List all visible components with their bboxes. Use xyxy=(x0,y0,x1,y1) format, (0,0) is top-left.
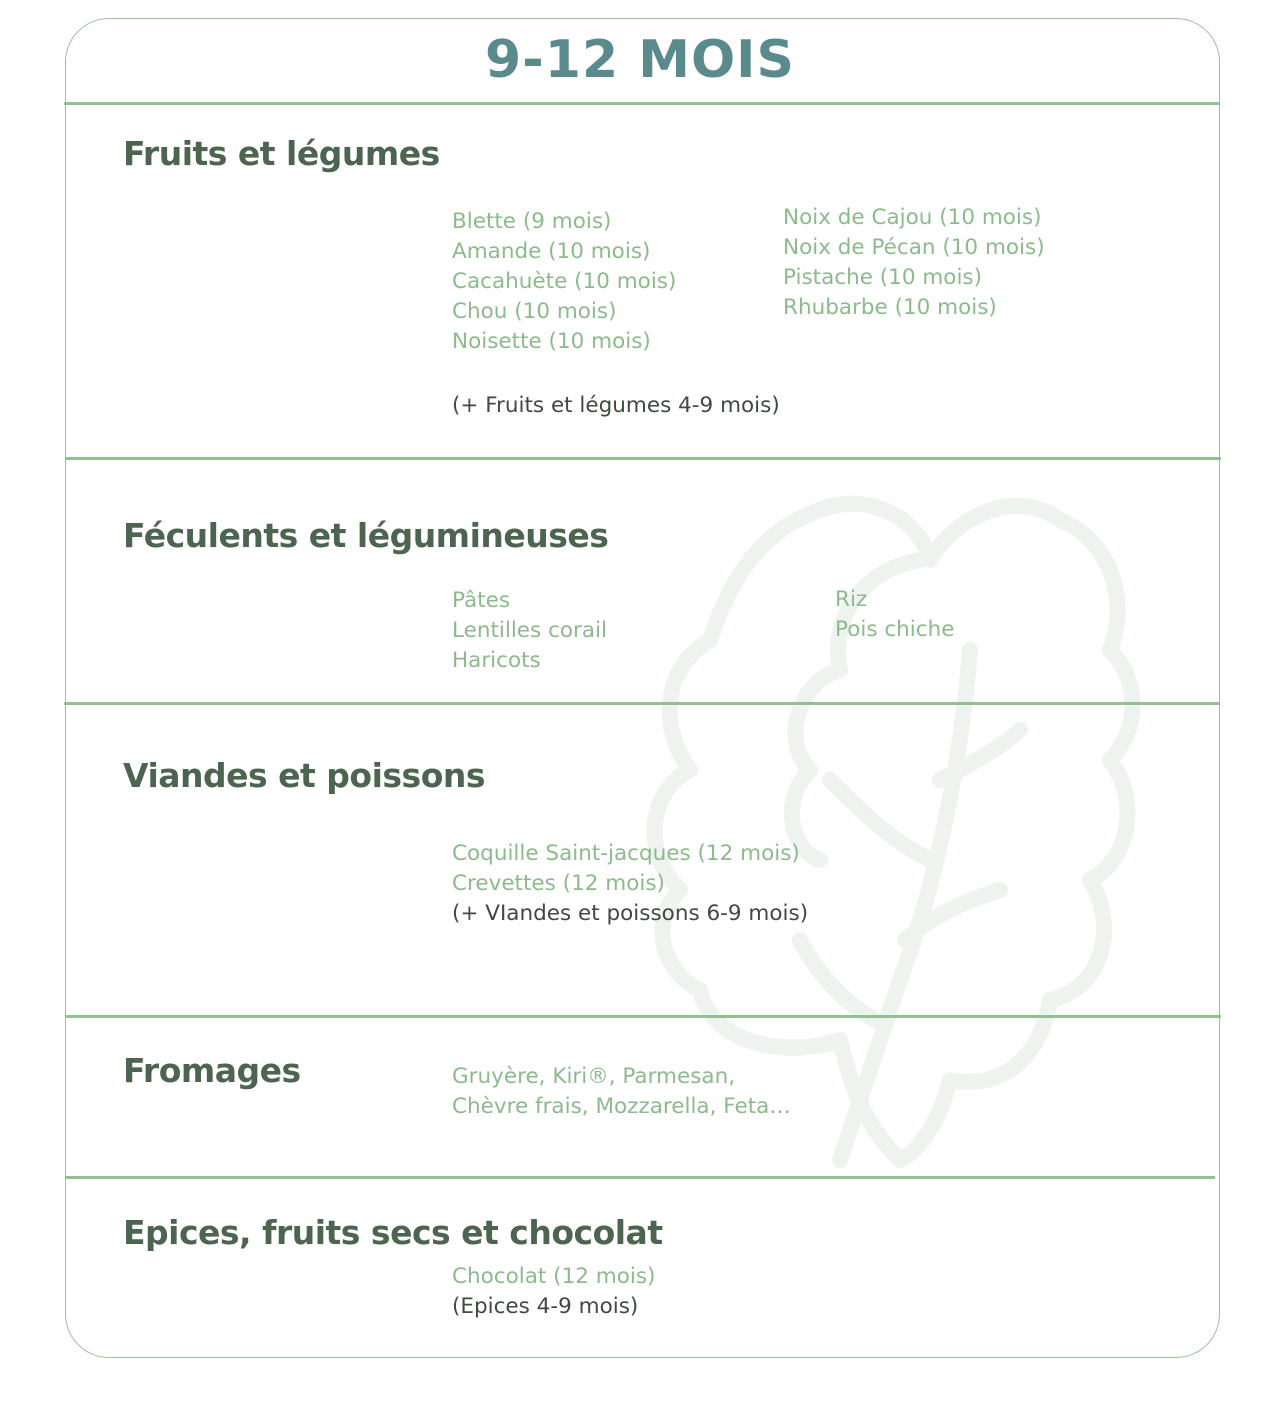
list-item: Cacahuète (10 mois) xyxy=(452,269,677,294)
list-item: Pois chiche xyxy=(835,617,955,642)
list-item: Amande (10 mois) xyxy=(452,239,651,264)
section-heading-epices: Epices, fruits secs et chocolat xyxy=(123,1213,663,1252)
list-item: Chou (10 mois) xyxy=(452,299,617,324)
list-item: Gruyère, Kiri®, Parmesan, xyxy=(452,1064,736,1089)
section-heading-fruits: Fruits et légumes xyxy=(123,134,440,173)
fruits-list-col1 xyxy=(452,207,676,357)
epices-note: (Epices 4-9 mois) xyxy=(452,1294,639,1319)
feculents-list-col2 xyxy=(835,585,954,645)
title-divider xyxy=(64,102,1220,105)
list-item: Noix de Pécan (10 mois) xyxy=(783,235,1045,260)
section-divider xyxy=(66,1015,1221,1018)
fromages-list xyxy=(452,1062,791,1122)
list-item: Noix de Cajou (10 mois) xyxy=(783,205,1042,230)
list-item: Noisette (10 mois) xyxy=(452,329,651,354)
list-item: Blette (9 mois) xyxy=(452,209,612,234)
fruits-list-col2 xyxy=(783,203,1045,323)
viandes-note: (+ VIandes et poissons 6-9 mois) xyxy=(452,901,809,926)
page-title: 9-12 MOIS xyxy=(485,30,795,90)
feculents-list-col1 xyxy=(452,586,607,676)
section-divider xyxy=(66,1176,1215,1179)
section-divider xyxy=(66,457,1221,460)
list-item: Rhubarbe (10 mois) xyxy=(783,295,997,320)
fruits-note: (+ Fruits et légumes 4-9 mois) xyxy=(452,393,780,418)
section-heading-viandes: Viandes et poissons xyxy=(123,756,486,795)
list-item: Lentilles corail xyxy=(452,618,608,643)
list-item: Coquille Saint-jacques (12 mois) xyxy=(452,841,800,866)
list-item: Chocolat (12 mois) xyxy=(452,1264,656,1289)
list-item: Crevettes (12 mois) xyxy=(452,871,665,896)
epices-list xyxy=(452,1262,655,1292)
section-divider xyxy=(64,702,1220,705)
list-item: Chèvre frais, Mozzarella, Feta… xyxy=(452,1094,791,1119)
list-item: Riz xyxy=(835,587,868,612)
list-item: Pistache (10 mois) xyxy=(783,265,983,290)
list-item: Haricots xyxy=(452,648,541,673)
section-heading-fromages: Fromages xyxy=(123,1051,301,1090)
viandes-list xyxy=(452,839,800,899)
list-item: Pâtes xyxy=(452,588,511,613)
section-heading-feculents: Féculents et légumineuses xyxy=(123,516,609,555)
